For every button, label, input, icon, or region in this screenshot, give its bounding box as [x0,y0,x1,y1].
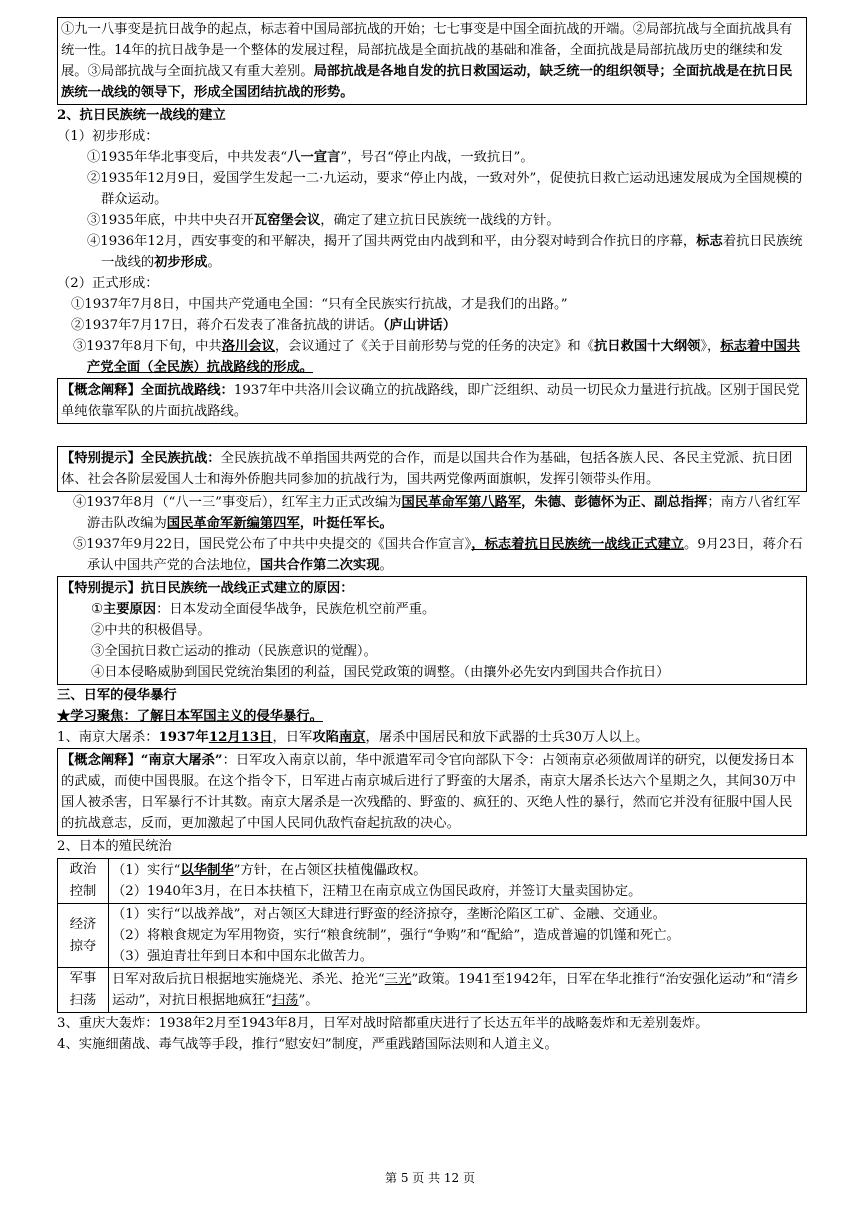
item-xian-incident: ④1936年12月，西安事变的和平解决，揭开了国共两党由内战到和平，由分裂对峙到合作抗日的序幕，标志着抗日民族统一战线的初步形成。 [87,234,803,270]
concept-box-total-war: 【概念阐释】全面抗战路线：1937年中共洛川会议确立的抗战路线，即广泛组织、动员一切民众力量进行抗战。区别于国民党单纯依靠军队的片面抗战路线。 [57,378,807,424]
item-eighth-route-army: ④1937年8月（“八一三”事变后），红军主力正式改编为国民革命军第八路军，朱德、彭德怀为正、副总指挥；南方八省红军游击队改编为国民革命军新编第四军，叶挺任军长。 [73,495,801,531]
section-3-title: 三、日军的侵华暴行 [57,688,177,703]
summary-text: ①九一八事变是抗日战争的起点，标志着中国局部抗战的开始；七七事变是中国全面抗战的开端。②局部抗战与全面抗战具有统一性。14年的抗日战争是一个整体的发展过程，局部抗战是全面抗战的基础和准备，全面抗战是局部抗战历史的继续和发展。③局部抗战与全面抗战又有重大差别。 [61,22,793,79]
table-row-military [58,968,807,1013]
table-row-politics [58,859,807,904]
row-label-politics: 政治 控制 [58,859,109,904]
reason-4: ④日本侵略威胁到国民党统治集团的利益，国民党政策的调整。（由攘外必先安内到国共合作抗日） [91,665,670,680]
document-page [57,17,807,1055]
reason-2: ②中共的积极倡导。 [91,623,211,638]
note-box-whole-nation: 【特别提示】全民族抗战：全民族抗战不单指国共两党的合作，而是以国共合作为基础，包括各族人民、各民主党派、抗日团体、社会各阶层爱国人士和海外侨胞共同参加的抗战行为，国共两党像两面旗帜，发挥引领带头作用。 [57,446,807,492]
item-nanjing-massacre: 1、南京大屠杀：1937年12月13日，日军攻陷南京，屠杀中国居民和放下武器的士兵30万人以上。 [57,730,649,745]
row-label-economy: 经济 掠夺 [58,904,109,968]
item-1209-movement: ②1935年12月9日，爱国学生发起一二·九运动，要求“停止内战，一致对外”，促使抗日救亡运动迅速发展成为全国规模的群众运动。 [87,171,803,207]
item-0708-telegram: ①1937年7月8日，中国共产党通电全国：“只有全民族实行抗战，才是我们的出路。” [71,297,568,312]
subheading-formal: （2）正式形成： [57,276,159,291]
item-0717-speech: ②1937年7月17日，蒋介石发表了准备抗战的讲话。（庐山讲话） [71,318,456,333]
item-cooperation-declaration: ⑤1937年9月22日，国民党公布了中共中央提交的《国共合作宣言》，标志着抗日民族统一战线正式建立。9月23日，蒋介石承认中国共产党的合法地位，国共合作第二次实现。 [73,537,803,573]
colonial-rule-table [57,858,807,1013]
section-2-title: 2、抗日民族统一战线的建立 [57,108,226,123]
learning-focus: ★学习聚焦：了解日本军国主义的侵华暴行。 [57,709,323,724]
row-content-military: 日军对敌后抗日根据地实施烧光、杀光、抢光“三光”政策。1941至1942年，日军在华北推行“治安强化运动”和“清乡运动”，对抗日根据地疯狂“扫荡”。 [109,968,807,1013]
table-row-economy [58,904,807,968]
item-luochuan: ③1937年8月下旬，中共洛川会议，会议通过了《关于目前形势与党的任务的决定》和《抗日救国十大纲领》，标志着中国共产党全面（全民族）抗战路线的形成。 [73,339,801,375]
page-footer: 第 5 页 共 12 页 [385,1171,475,1185]
row-content-politics: （1）实行“以华制华”方针，在占领区扶植傀儡政权。 （2）1940年3月，在日本扶植下，汪精卫在南京成立伪国民政府，并签订大量卖国协定。 [109,859,807,904]
summary-box [57,17,807,105]
row-content-economy: （1）实行“以战养战”，对占领区大肆进行野蛮的经济掠夺，垄断沦陷区工矿、金融、交通业。 （2）将粮食规定为军用物资，实行“粮食统制”，强行“争购”和“配給”，造成普遍的饥馑和死亡。 （3）强迫青壮年到日本和中国东北做苦力。 [109,904,807,968]
subheading-initial: （1）初步形成： [57,129,159,144]
concept-box-nanjing: 【概念阐释】“南京大屠杀”：日军攻入南京以前，华中派遣军司令官向部队下令：占领南京必须做周详的研究，以便发扬日本的武威，而使中国畏服。在这个指令下，日军进占南京城后进行了野蛮的大屠杀，南京大屠杀长达六个星期之久，其间30万中国人被杀害，日军暴行不计其数。南京大屠杀是一次残酷的、野蛮的、疯狂的、灭绝人性的暴行，然而它并没有征服中国人民的抗战意志，反而，更加激起了中国人民同仇敌忾奋起抗敌的决心。 [57,748,807,836]
summary-bold-text: 局部抗战是各地自发的抗日救国运动，缺乏统一的组织领导；全面抗战是在抗日民族统一战线的领导下，形成全国团结抗战的形势。 [61,64,793,100]
item-wayaobao: ③1935年底，中共中央召开瓦窑堡会议，确定了建立抗日民族统一战线的方针。 [87,213,560,228]
reason-1: ①主要原因：日本发动全面侵华战争，民族危机空前严重。 [91,602,436,617]
item-1935-declaration: ①1935年华北事变后，中共发表“八一宣言”，号召“停止内战，一致抗日”。 [87,150,534,165]
row-label-military: 军事 扫荡 [58,968,109,1013]
item-bio-chemical-warfare: 4、实施细菌战、毒气战等手段，推行“慰安妇”制度，严重践踏国际法则和人道主义。 [57,1037,558,1052]
reason-3: ③全国抗日救亡运动的推动（民族意识的觉醒）。 [91,644,377,659]
item-chongqing-bombing: 3、重庆大轰炸：1938年2月至1943年8月，日军对战时陪都重庆进行了长达五年半的战略轰炸和无差别轰炸。 [57,1016,709,1031]
note-box-reasons: 【特别提示】抗日民族统一战线正式建立的原因： ①主要原因：日本发动全面侵华战争，民族危机空前严重。 ②中共的积极倡导。 ③全国抗日救亡运动的推动（民族意识的觉醒）。 ④日本侵略威胁到国民党统治集团的利益，国民党政策的调整。（由攘外必先安内到国共合作抗日） [57,576,807,685]
item-colonial-rule: 2、日本的殖民统治 [57,839,172,854]
